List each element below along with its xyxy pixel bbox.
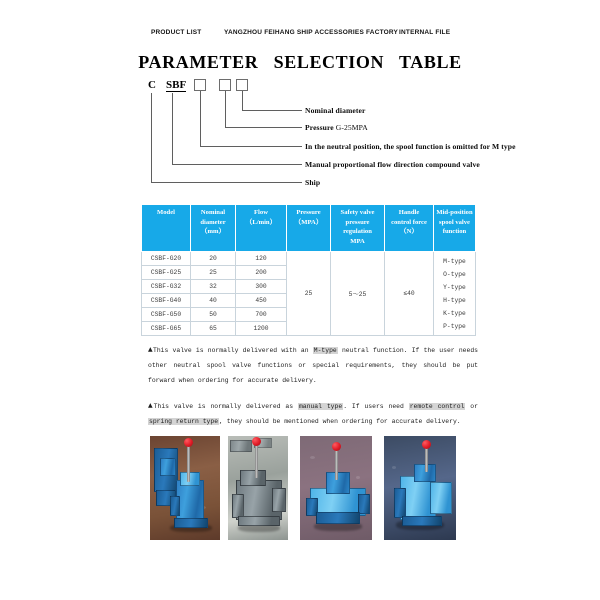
cell-diameter: 50 bbox=[191, 308, 236, 322]
note-neutral-function bbox=[148, 342, 478, 388]
photo-3-scene bbox=[300, 436, 372, 540]
cell-flow: 200 bbox=[236, 266, 287, 280]
cell-diameter: 20 bbox=[191, 252, 236, 266]
cell-spool-types bbox=[434, 252, 476, 336]
cell-pressure: 25 bbox=[287, 252, 331, 336]
leader-line-horizontal-3 bbox=[200, 146, 302, 147]
parameter-table bbox=[141, 204, 476, 336]
leader-line-vertical-3 bbox=[200, 91, 201, 146]
callout-pressure bbox=[305, 123, 368, 132]
note2-highlight-manual-type: manual type bbox=[298, 403, 343, 410]
spool-type-item: P-type bbox=[443, 322, 466, 330]
table-header-row bbox=[142, 205, 476, 252]
note-manual-type bbox=[148, 398, 478, 429]
leader-line-horizontal-5 bbox=[151, 182, 302, 183]
cell-flow: 1200 bbox=[236, 322, 287, 336]
callout-manual-proportional bbox=[305, 160, 480, 169]
model-code-box-1 bbox=[194, 79, 206, 91]
spool-type-list bbox=[434, 255, 475, 333]
leader-line-horizontal-1 bbox=[242, 110, 302, 111]
note1-highlight-m-type: M-type bbox=[313, 347, 337, 354]
note-marker-icon: ▲ bbox=[148, 346, 153, 353]
cell-safety-valve: 5～25 bbox=[331, 252, 385, 336]
model-code-box-3 bbox=[236, 79, 248, 91]
leader-line-horizontal-4 bbox=[172, 164, 302, 165]
cell-diameter: 32 bbox=[191, 280, 236, 294]
callout-nominal-diameter-text: Nominal diameter bbox=[305, 106, 366, 115]
cell-model: CSBF-G50 bbox=[142, 308, 191, 322]
leader-line-vertical-5 bbox=[151, 93, 152, 182]
product-photo-2 bbox=[228, 436, 288, 540]
photo-1-scene bbox=[150, 436, 220, 540]
running-header-right: INTERNAL FILE bbox=[399, 29, 451, 36]
table-row bbox=[142, 252, 476, 266]
photo-4-scene bbox=[384, 436, 456, 540]
cell-diameter: 25 bbox=[191, 266, 236, 280]
callout-ship-text: Ship bbox=[305, 178, 321, 187]
cell-flow: 300 bbox=[236, 280, 287, 294]
spool-type-item: K-type bbox=[443, 309, 466, 317]
note-marker-icon: ▲ bbox=[148, 402, 154, 409]
leader-line-horizontal-2 bbox=[225, 127, 302, 128]
model-code-diagram bbox=[140, 78, 560, 196]
cell-model: CSBF-G32 bbox=[142, 280, 191, 294]
cell-handle-force: ≤40 bbox=[385, 252, 434, 336]
cell-flow: 450 bbox=[236, 294, 287, 308]
cell-model: CSBF-G65 bbox=[142, 322, 191, 336]
cell-model: CSBF-G25 bbox=[142, 266, 191, 280]
callout-manual-proportional-text: Manual proportional flow direction compound valve bbox=[305, 160, 480, 169]
product-photo-4 bbox=[384, 436, 456, 540]
leader-line-vertical-2 bbox=[225, 91, 226, 127]
note2-highlight-remote-control: remote control bbox=[409, 403, 465, 410]
cell-model: CSBF-G40 bbox=[142, 294, 191, 308]
running-header bbox=[0, 29, 600, 41]
note2-part3: or bbox=[465, 403, 478, 410]
page-title: PARAMETER SELECTION TABLE bbox=[138, 52, 462, 72]
spool-type-item: H-type bbox=[443, 296, 466, 304]
cell-flow: 700 bbox=[236, 308, 287, 322]
product-photo-strip bbox=[150, 436, 480, 540]
leader-line-vertical-1 bbox=[242, 91, 243, 110]
callout-ship bbox=[305, 178, 320, 187]
running-header-center: YANGZHOU FEIHANG SHIP ACCESSORIES FACTORY bbox=[224, 29, 399, 36]
cell-diameter: 65 bbox=[191, 322, 236, 336]
note2-part2: . If users need bbox=[343, 403, 409, 410]
leader-line-vertical-4 bbox=[172, 93, 173, 164]
model-code-series: SBF bbox=[166, 79, 187, 91]
product-photo-3 bbox=[300, 436, 372, 540]
callout-pressure-text: Pressure bbox=[305, 123, 336, 132]
table-header-flow: Flow （L/min） bbox=[236, 205, 287, 252]
model-code-box-2 bbox=[219, 79, 231, 91]
note2-part4: , they should be mentioned when ordering for accurate delivery. bbox=[219, 418, 461, 425]
note1-part1: This valve is normally delivered with an bbox=[152, 347, 313, 354]
running-header-left: PRODUCT LIST bbox=[151, 29, 202, 36]
spool-type-item: O-type bbox=[443, 270, 466, 278]
callout-neutral-position-text: In the neutral position, the spool function is omitted for M type bbox=[305, 142, 516, 151]
photo-2-scene bbox=[228, 436, 288, 540]
spool-type-item: M-type bbox=[443, 257, 466, 265]
note2-part1: This valve is normally delivered as bbox=[153, 403, 298, 410]
table-header-handle-force: Handle control force （N） bbox=[385, 205, 434, 252]
table-header-pressure: Pressure （MPA） bbox=[287, 205, 331, 252]
cell-model: CSBF-G20 bbox=[142, 252, 191, 266]
cell-flow: 120 bbox=[236, 252, 287, 266]
note1-part2: neutral function. If the user needs other neutral spool valve functions or special requirements, they should be put forward when ordering for accurate delivery. bbox=[148, 347, 478, 384]
callout-nominal-diameter bbox=[305, 106, 365, 115]
note2-highlight-spring-return: spring return type bbox=[149, 418, 219, 425]
table-header-nominal-diameter: Nominal diameter （mm） bbox=[191, 205, 236, 252]
table-header-model: Model bbox=[142, 205, 191, 252]
spool-type-item: Y-type bbox=[443, 283, 466, 291]
callout-pressure-value: G-25MPA bbox=[335, 123, 368, 132]
table-header-safety-valve: Safety valve pressure regulation MPA bbox=[331, 205, 385, 252]
product-photo-1 bbox=[150, 436, 220, 540]
table-header-spool-function: Mid-position spool valve function bbox=[434, 205, 476, 252]
cell-diameter: 40 bbox=[191, 294, 236, 308]
model-code-prefix: C bbox=[148, 79, 156, 91]
callout-neutral-position bbox=[305, 142, 516, 151]
